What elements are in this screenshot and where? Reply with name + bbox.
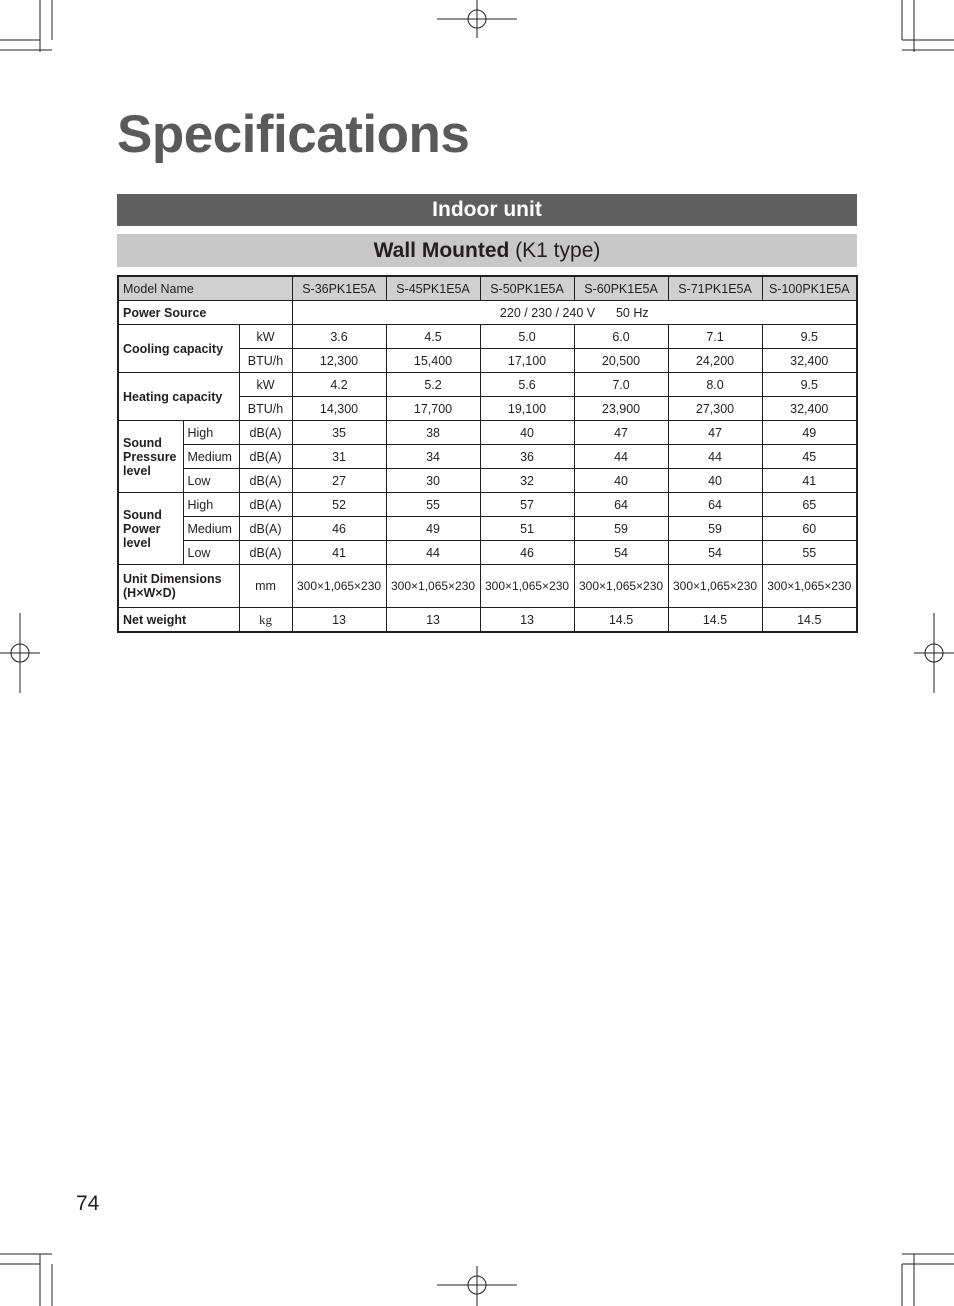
cooling-label: Cooling capacity [118,325,239,373]
level-cell: Medium [183,445,239,469]
unit-cell: dB(A) [239,421,292,445]
model-name: S-45PK1E5A [386,276,480,301]
value-cell: 64 [668,493,762,517]
spec-table [117,275,858,633]
value-cell: 7.0 [574,373,668,397]
value-cell: 12,300 [292,349,386,373]
level-cell: High [183,493,239,517]
sound-pressure-row [118,421,857,445]
model-name: S-60PK1E5A [574,276,668,301]
model-name: S-36PK1E5A [292,276,386,301]
value-cell: 51 [480,517,574,541]
value-cell: 47 [668,421,762,445]
sound-power-label: Sound Power level [118,493,183,565]
weight-label: Net weight [118,608,239,633]
value-cell: 45 [762,445,857,469]
value-cell: 40 [574,469,668,493]
value-cell: 3.6 [292,325,386,349]
value-cell: 14.5 [574,608,668,633]
value-cell: 46 [292,517,386,541]
heating-kw-row [118,373,857,397]
value-cell: 27 [292,469,386,493]
value-cell: 300×1,065×230 [762,565,857,608]
value-cell: 13 [480,608,574,633]
value-cell: 13 [292,608,386,633]
power-source-value: 220 / 230 / 240 V 50 Hz [292,301,857,325]
value-cell: 59 [668,517,762,541]
value-cell: 60 [762,517,857,541]
value-cell: 55 [762,541,857,565]
sound-pressure-row [118,469,857,493]
value-cell: 5.2 [386,373,480,397]
cooling-kw-row [118,325,857,349]
value-cell: 14.5 [762,608,857,633]
value-cell: 23,900 [574,397,668,421]
sound-pressure-row [118,445,857,469]
value-cell: 44 [574,445,668,469]
weight-row [118,608,857,633]
value-cell: 300×1,065×230 [668,565,762,608]
value-cell: 9.5 [762,373,857,397]
model-name: S-50PK1E5A [480,276,574,301]
value-cell: 40 [480,421,574,445]
value-cell: 47 [574,421,668,445]
value-cell: 31 [292,445,386,469]
dimensions-row [118,565,857,608]
value-cell: 7.1 [668,325,762,349]
section-header: Indoor unit [117,194,857,226]
dimensions-label: Unit Dimensions (H×W×D) [118,565,239,608]
page-number: 74 [76,1192,100,1215]
page-title: Specifications [117,105,470,164]
power-source-label: Power Source [118,301,292,325]
model-label: Model Name [118,276,292,301]
value-cell: 40 [668,469,762,493]
value-cell: 57 [480,493,574,517]
value-cell: 35 [292,421,386,445]
value-cell: 59 [574,517,668,541]
value-cell: 300×1,065×230 [574,565,668,608]
sound-pressure-label: Sound Pressure level [118,421,183,493]
level-cell: Medium [183,517,239,541]
value-cell: 300×1,065×230 [292,565,386,608]
value-cell: 17,100 [480,349,574,373]
value-cell: 54 [574,541,668,565]
unit-cell: BTU/h [239,349,292,373]
sound-power-row [118,517,857,541]
unit-cell: dB(A) [239,493,292,517]
value-cell: 41 [762,469,857,493]
value-cell: 65 [762,493,857,517]
unit-cell: dB(A) [239,469,292,493]
value-cell: 44 [668,445,762,469]
unit-cell: dB(A) [239,517,292,541]
value-cell: 4.5 [386,325,480,349]
value-cell: 34 [386,445,480,469]
subsection-header [117,234,857,267]
level-cell: Low [183,541,239,565]
unit-cell: kg [239,608,292,633]
unit-cell: dB(A) [239,445,292,469]
model-name: S-71PK1E5A [668,276,762,301]
value-cell: 46 [480,541,574,565]
level-cell: High [183,421,239,445]
value-cell: 24,200 [668,349,762,373]
value-cell: 54 [668,541,762,565]
unit-cell: BTU/h [239,397,292,421]
value-cell: 13 [386,608,480,633]
value-cell: 52 [292,493,386,517]
unit-cell: mm [239,565,292,608]
value-cell: 49 [386,517,480,541]
value-cell: 36 [480,445,574,469]
level-cell: Low [183,469,239,493]
heating-label: Heating capacity [118,373,239,421]
value-cell: 19,100 [480,397,574,421]
value-cell: 20,500 [574,349,668,373]
value-cell: 38 [386,421,480,445]
value-cell: 300×1,065×230 [386,565,480,608]
value-cell: 300×1,065×230 [480,565,574,608]
value-cell: 14,300 [292,397,386,421]
power-source-row [118,301,857,325]
value-cell: 44 [386,541,480,565]
value-cell: 32,400 [762,397,857,421]
value-cell: 32 [480,469,574,493]
value-cell: 64 [574,493,668,517]
sound-power-row [118,493,857,517]
value-cell: 30 [386,469,480,493]
sound-power-row [118,541,857,565]
value-cell: 5.6 [480,373,574,397]
model-name: S-100PK1E5A [762,276,857,301]
model-row [118,276,857,301]
value-cell: 49 [762,421,857,445]
value-cell: 17,700 [386,397,480,421]
value-cell: 5.0 [480,325,574,349]
value-cell: 41 [292,541,386,565]
value-cell: 4.2 [292,373,386,397]
value-cell: 9.5 [762,325,857,349]
unit-cell: dB(A) [239,541,292,565]
value-cell: 14.5 [668,608,762,633]
subsection-type: (K1 type) [509,239,601,262]
unit-cell: kW [239,325,292,349]
value-cell: 27,300 [668,397,762,421]
unit-cell: kW [239,373,292,397]
value-cell: 55 [386,493,480,517]
value-cell: 6.0 [574,325,668,349]
value-cell: 15,400 [386,349,480,373]
subsection-title: Wall Mounted [373,239,510,262]
value-cell: 8.0 [668,373,762,397]
value-cell: 32,400 [762,349,857,373]
